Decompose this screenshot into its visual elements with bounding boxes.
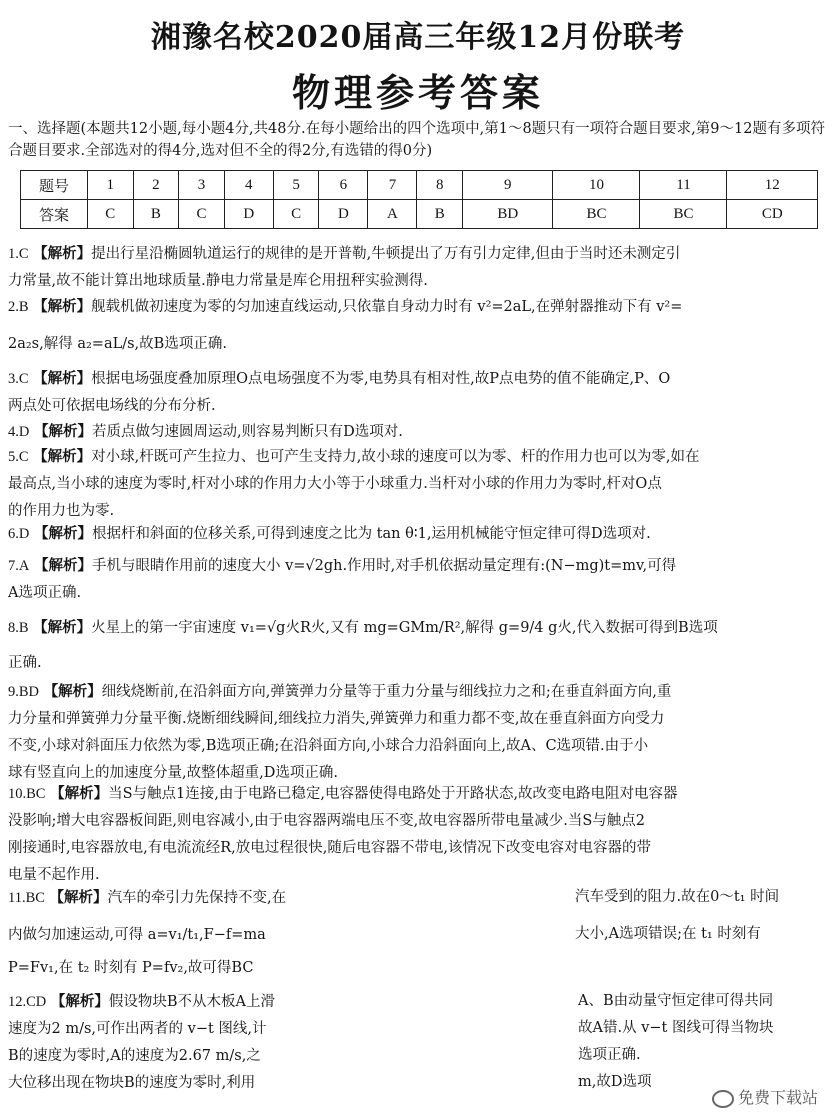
- table-cell: C: [179, 200, 225, 229]
- table-cell: B: [133, 200, 179, 229]
- table-cell: D: [319, 200, 368, 229]
- explanation-12-left: 12.CD 【解析】假设物块B不从木板A上滑 速度为2 m/s,可作出两者的 v−t 图线,计 B的速度为零时,A的速度为2.67 m/s,之 大位移出现在物块B的速度为零时,利用: [8, 993, 276, 1091]
- table-cell: BD: [463, 200, 553, 229]
- table-cell: 10: [553, 171, 640, 200]
- watermark: [712, 1085, 818, 1108]
- table-row-numbers: [21, 171, 818, 200]
- table-cell: 2: [133, 171, 179, 200]
- table-cell: 7: [368, 171, 417, 200]
- page-title: 湘豫名校2020届高三年级12月份联考: [150, 20, 686, 55]
- explanation-1: 1.C 【解析】提出行星沿椭圆轨道运行的规律的是开普勒,牛顿提出了万有引力定律,但由于当时还未测定引 力常量,故不能计算出地球质量.静电力常量是库仑用扭秤实验测得.: [8, 245, 681, 289]
- chat-bubble-icon: [712, 1090, 734, 1108]
- explanation-7: 7.A 【解析】手机与眼睛作用前的速度大小 v=√2gh.作用时,对手机依据动量定理有:(N−mg)t=mv,可得 A选项正确.: [8, 557, 677, 601]
- table-cell: 9: [463, 171, 553, 200]
- watermark-text: 免费下载站: [737, 1088, 818, 1107]
- table-cell: A: [368, 200, 417, 229]
- table-cell: BC: [553, 200, 640, 229]
- explanation-9: 9.BD 【解析】细线烧断前,在沿斜面方向,弹簧弹力分量等于重力分量与细线拉力之和;在垂直斜面方向,重 力分量和弹簧弹力分量平衡.烧断细线瞬间,细线拉力消失,弹簧弹力和重力都不变,故在垂直斜面方向受力 不变,小球对斜面压力依然为零,B选项正确;在沿斜面方向,小球合力沿斜面向上,故A、C选项错.由于小 球有竖直向上的加速度分量,故整体超重,D选项正确.: [8, 683, 672, 781]
- explanation-11-left: 11.BC 【解析】汽车的牵引力先保持不变,在 内做匀加速运动,可得 a=v₁/t₁,F−f=ma P=Fv₁,在 t₂ 时刻有 P=fv₂,故可得BC: [8, 889, 287, 976]
- table-cell: 8: [417, 171, 463, 200]
- row-label: 答案: [21, 200, 88, 229]
- table-cell: C: [273, 200, 319, 229]
- table-cell: CD: [727, 200, 818, 229]
- table-cell: BC: [640, 200, 727, 229]
- answer-table: [20, 170, 818, 229]
- explanation-6: 6.D 【解析】根据杆和斜面的位移关系,可得到速度之比为 tan θ∶1,运用机械能守恒定律可得D选项对.: [8, 525, 651, 542]
- table-cell: 5: [273, 171, 319, 200]
- table-cell: 1: [88, 171, 134, 200]
- table-cell: B: [417, 200, 463, 229]
- explanation-8: 8.B 【解析】火星上的第一宇宙速度 v₁=√g火R火,又有 mg=GMm/R²,解得 g=9/4 g火,代入数据可得到B选项 正确.: [8, 619, 718, 671]
- explanation-12-right: A、B由动量守恒定律可得共同 故A错.从 v−t 图线可得当物块 选项正确. m,故D选项: [578, 993, 774, 1090]
- table-cell: 12: [727, 171, 818, 200]
- table-cell: 6: [319, 171, 368, 200]
- explanation-10: 10.BC 【解析】当S与触点1连接,由于电路已稳定,电容器使得电路处于开路状态,故改变电路电阻对电容器 没影响;增大电容器板间距,则电容减小,由于电容器两端电压不变,故电容器所带电量减少.当S与触点2 刚接通时,电容器放电,有电流流经R,放电过程很快,随后电容器不带电,该情况下改变电容对电容器的带 电量不起作用.: [8, 785, 678, 883]
- explanation-11-right: 汽车受到的阻力.故在0～t₁ 时间 大小,A选项错误;在 t₁ 时刻有: [575, 889, 780, 942]
- explanation-3: 3.C 【解析】根据电场强度叠加原理O点电场强度不为零,电势具有相对性,故P点电势的值不能确定,P、O 两点处可依据电场线的分布分析.: [8, 370, 671, 414]
- table-cell: C: [88, 200, 134, 229]
- table-cell: 11: [640, 171, 727, 200]
- section-intro: 一、选择题(本题共12小题,每小题4分,共48分.在每小题给出的四个选项中,第1～8题只有一项符合题目要求,第9～12题有多项符合题目要求.全部选对的得4分,选对但不全的得2分,有选错的得0分): [8, 121, 825, 159]
- explanation-4: 4.D 【解析】若质点做匀速圆周运动,则容易判断只有D选项对.: [8, 423, 403, 440]
- explanation-2: 2.B 【解析】舰载机做初速度为零的匀加速直线运动,只依靠自身动力时有 v²=2aL,在弹射器推动下有 v²= 2a₂s,解得 a₂=aL/s,故B选项正确.: [8, 298, 683, 352]
- row-label: 题号: [21, 171, 88, 200]
- table-row-answers: [21, 200, 818, 229]
- table-cell: 4: [224, 171, 273, 200]
- explanation-5: 5.C 【解析】对小球,杆既可产生拉力、也可产生支持力,故小球的速度可以为零、杆的作用力也可以为零,如在 最高点,当小球的速度为零时,杆对小球的作用力大小等于小球重力.当杆对小球的作用力为零时,杆对O点 的作用力也为零.: [8, 448, 700, 519]
- table-cell: 3: [179, 171, 225, 200]
- table-cell: D: [224, 200, 273, 229]
- page-subtitle: 物理参考答案: [291, 70, 544, 115]
